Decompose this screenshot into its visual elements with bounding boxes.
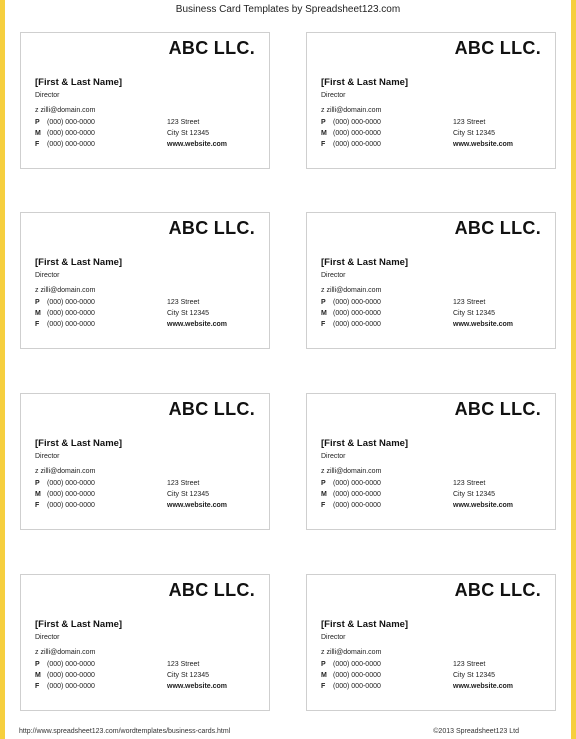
job-title: Director xyxy=(35,634,60,641)
contact-row-phone xyxy=(35,661,265,668)
business-card xyxy=(306,32,556,169)
city-address: City St 12345 xyxy=(167,310,210,317)
contact-row-fax xyxy=(321,502,551,509)
mobile-key: M xyxy=(321,491,327,498)
business-card xyxy=(20,212,270,349)
email-text: z zilli@domain.com xyxy=(321,649,382,656)
company-name: ABC LLC. xyxy=(454,580,541,600)
job-title: Director xyxy=(35,453,60,460)
contact-row-fax xyxy=(35,502,265,509)
phone-value: (000) 000-0000 xyxy=(333,299,381,306)
contact-row-phone xyxy=(35,299,265,306)
mobile-key: M xyxy=(35,310,41,317)
email-text: z zilli@domain.com xyxy=(321,107,382,114)
mobile-value: (000) 000-0000 xyxy=(333,672,381,679)
fax-key: F xyxy=(35,683,40,690)
contact-row-mobile xyxy=(35,491,265,498)
mobile-value: (000) 000-0000 xyxy=(47,491,95,498)
contact-row-mobile xyxy=(35,672,265,679)
fax-value: (000) 000-0000 xyxy=(47,321,95,328)
phone-value: (000) 000-0000 xyxy=(47,661,95,668)
phone-key: P xyxy=(321,299,326,306)
website-text: www.website.com xyxy=(167,321,228,328)
city-address: City St 12345 xyxy=(453,130,496,137)
phone-value: (000) 000-0000 xyxy=(333,480,381,487)
fax-value: (000) 000-0000 xyxy=(333,502,381,509)
job-title: Director xyxy=(321,272,346,279)
page-title: Business Card Templates by Spreadsheet123.com xyxy=(175,4,401,15)
phone-value: (000) 000-0000 xyxy=(333,119,381,126)
company-name: ABC LLC. xyxy=(168,580,255,600)
business-card xyxy=(20,32,270,169)
job-title: Director xyxy=(35,272,60,279)
mobile-value: (000) 000-0000 xyxy=(333,491,381,498)
contact-row-fax xyxy=(35,321,265,328)
contact-row-mobile xyxy=(321,310,551,317)
person-name: [First & Last Name] xyxy=(35,619,123,630)
job-title: Director xyxy=(321,453,346,460)
phone-key: P xyxy=(35,661,40,668)
mobile-value: (000) 000-0000 xyxy=(47,672,95,679)
website-text: www.website.com xyxy=(167,502,228,509)
job-title: Director xyxy=(321,634,346,641)
phone-key: P xyxy=(35,480,40,487)
company-name: ABC LLC. xyxy=(168,218,255,238)
fax-key: F xyxy=(321,502,326,509)
person-name: [First & Last Name] xyxy=(321,257,409,268)
phone-key: P xyxy=(35,299,40,306)
website-text: www.website.com xyxy=(453,321,514,328)
fax-value: (000) 000-0000 xyxy=(333,321,381,328)
city-address: City St 12345 xyxy=(453,310,496,317)
person-name: [First & Last Name] xyxy=(321,438,409,449)
city-address: City St 12345 xyxy=(167,672,210,679)
contact-row-mobile xyxy=(321,130,551,137)
footer-copyright: ©2013 Spreadsheet123 Ltd xyxy=(433,728,519,735)
mobile-key: M xyxy=(321,672,327,679)
contact-row-mobile xyxy=(321,491,551,498)
email-text: z zilli@domain.com xyxy=(35,287,96,294)
city-address: City St 12345 xyxy=(453,491,496,498)
fax-value: (000) 000-0000 xyxy=(47,683,95,690)
street-address: 123 Street xyxy=(453,661,486,668)
phone-value: (000) 000-0000 xyxy=(333,661,381,668)
phone-value: (000) 000-0000 xyxy=(47,480,95,487)
mobile-key: M xyxy=(321,130,327,137)
fax-value: (000) 000-0000 xyxy=(333,683,381,690)
contact-row-fax xyxy=(321,321,551,328)
mobile-key: M xyxy=(35,491,41,498)
mobile-value: (000) 000-0000 xyxy=(47,130,95,137)
contact-row-fax xyxy=(35,141,265,148)
business-card xyxy=(306,574,556,711)
contact-row-phone xyxy=(321,119,551,126)
contact-row-phone xyxy=(321,299,551,306)
person-name: [First & Last Name] xyxy=(321,77,409,88)
contact-row-phone xyxy=(321,661,551,668)
fax-key: F xyxy=(321,683,326,690)
street-address: 123 Street xyxy=(167,661,200,668)
phone-value: (000) 000-0000 xyxy=(47,119,95,126)
mobile-value: (000) 000-0000 xyxy=(47,310,95,317)
contact-row-fax xyxy=(35,683,265,690)
phone-key: P xyxy=(321,480,326,487)
contact-row-mobile xyxy=(35,310,265,317)
street-address: 123 Street xyxy=(167,299,200,306)
business-card xyxy=(306,393,556,530)
business-card xyxy=(20,574,270,711)
phone-key: P xyxy=(321,661,326,668)
fax-key: F xyxy=(321,141,326,148)
website-text: www.website.com xyxy=(453,502,514,509)
email-text: z zilli@domain.com xyxy=(35,468,96,475)
email-text: z zilli@domain.com xyxy=(35,649,96,656)
person-name: [First & Last Name] xyxy=(35,257,123,268)
city-address: City St 12345 xyxy=(167,491,210,498)
contact-row-fax xyxy=(321,141,551,148)
contact-row-phone xyxy=(35,119,265,126)
company-name: ABC LLC. xyxy=(454,218,541,238)
contact-row-phone xyxy=(321,480,551,487)
phone-key: P xyxy=(35,119,40,126)
fax-value: (000) 000-0000 xyxy=(47,141,95,148)
mobile-value: (000) 000-0000 xyxy=(333,310,381,317)
website-text: www.website.com xyxy=(453,141,514,148)
street-address: 123 Street xyxy=(453,119,486,126)
company-name: ABC LLC. xyxy=(168,38,255,58)
fax-key: F xyxy=(35,321,40,328)
business-card xyxy=(20,393,270,530)
contact-row-fax xyxy=(321,683,551,690)
company-name: ABC LLC. xyxy=(454,38,541,58)
street-address: 123 Street xyxy=(167,119,200,126)
job-title: Director xyxy=(35,92,60,99)
fax-key: F xyxy=(321,321,326,328)
email-text: z zilli@domain.com xyxy=(321,468,382,475)
business-card xyxy=(306,212,556,349)
street-address: 123 Street xyxy=(453,299,486,306)
mobile-key: M xyxy=(35,130,41,137)
phone-key: P xyxy=(321,119,326,126)
street-address: 123 Street xyxy=(453,480,486,487)
fax-value: (000) 000-0000 xyxy=(47,502,95,509)
email-text: z zilli@domain.com xyxy=(35,107,96,114)
person-name: [First & Last Name] xyxy=(35,77,123,88)
fax-key: F xyxy=(35,141,40,148)
street-address: 123 Street xyxy=(167,480,200,487)
contact-row-mobile xyxy=(35,130,265,137)
job-title: Director xyxy=(321,92,346,99)
mobile-value: (000) 000-0000 xyxy=(333,130,381,137)
company-name: ABC LLC. xyxy=(168,399,255,419)
person-name: [First & Last Name] xyxy=(35,438,123,449)
fax-value: (000) 000-0000 xyxy=(333,141,381,148)
city-address: City St 12345 xyxy=(167,130,210,137)
website-text: www.website.com xyxy=(167,683,228,690)
company-name: ABC LLC. xyxy=(454,399,541,419)
website-text: www.website.com xyxy=(167,141,228,148)
contact-row-mobile xyxy=(321,672,551,679)
phone-value: (000) 000-0000 xyxy=(47,299,95,306)
website-text: www.website.com xyxy=(453,683,514,690)
contact-row-phone xyxy=(35,480,265,487)
person-name: [First & Last Name] xyxy=(321,619,409,630)
fax-key: F xyxy=(35,502,40,509)
mobile-key: M xyxy=(35,672,41,679)
city-address: City St 12345 xyxy=(453,672,496,679)
footer-url[interactable]: http://www.spreadsheet123.com/wordtemplates/business-cards.html xyxy=(19,728,231,735)
mobile-key: M xyxy=(321,310,327,317)
email-text: z zilli@domain.com xyxy=(321,287,382,294)
